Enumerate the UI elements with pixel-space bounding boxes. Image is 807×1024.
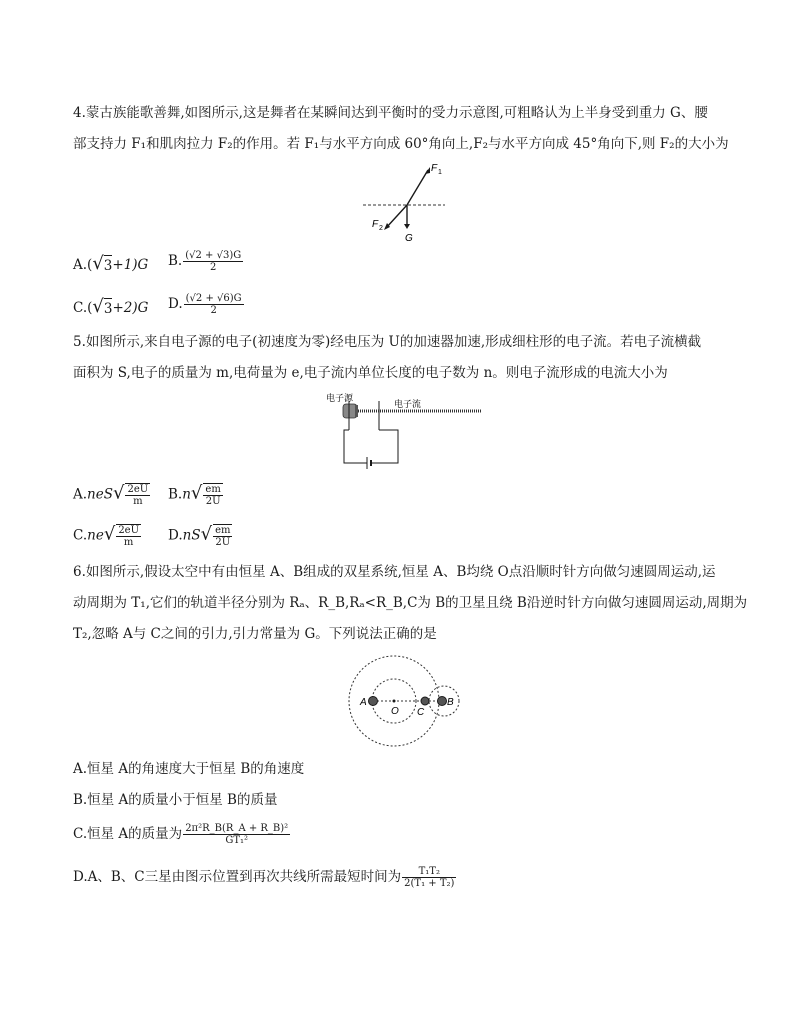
q4-c-prefix: C.( [73, 300, 93, 316]
q5-c-num: 2eU [118, 525, 140, 536]
q6-d-prefix: D.A、B、C三星由图示位置到再次共线所需最短时间为 [73, 869, 402, 885]
q5-a-num: 2eU [127, 484, 149, 495]
q5-d-den: 2U [215, 537, 231, 548]
q5-b-prefix: B. [168, 486, 183, 503]
q4-option-d[interactable] [168, 293, 244, 316]
q4-option-b[interactable] [168, 250, 243, 273]
q5-c-prefix: C. [73, 527, 88, 544]
q5-option-d[interactable]: D.nS√ $\frac{em}{2U}$ [168, 523, 231, 548]
q4-fig-f2: F [372, 219, 379, 230]
q6-line3: T₂,忽略 A与 C之间的引力,引力常量为 G。下列说法正确的是 [73, 626, 437, 642]
q6-c-num: 2π²R_B(R_A + R_B)² [185, 823, 289, 834]
q5-fig-source: 电子源 [326, 393, 354, 403]
q4-b-prefix: B. [168, 253, 183, 269]
q5-c-den: m [123, 537, 134, 548]
q5-electron-diagram [322, 391, 487, 471]
q4-c-radicand: 3 [104, 298, 113, 319]
q6-d-den: 2(T₁ + T₂) [404, 878, 455, 889]
q5-a-coef: neS [87, 486, 113, 503]
q4-line1: 4.蒙古族能歌善舞,如图所示,这是舞者在某瞬间达到平衡时的受力示意图,可粗略认为上半身受到重力 G、腰 [73, 105, 708, 121]
q6-binary-star-diagram [345, 652, 465, 752]
q6-option-b[interactable]: B.恒星 A的质量小于恒星 B的质量 [73, 792, 278, 808]
q4-line2: 部支持力 F₁和肌肉拉力 F₂的作用。若 F₁与水平方向成 60°角向上,F₂与水平方向成 45°角向下,则 F₂的大小为 [73, 136, 729, 152]
q4-c-suffix: +2)G [112, 300, 149, 316]
q5-option-b[interactable]: B.n√ $\frac{em}{2U}$ [168, 482, 221, 507]
q4-a-prefix: A.( [73, 257, 93, 273]
q4-a-suffix: +1)G [112, 257, 149, 273]
q5-option-a[interactable]: A.neS√ $\frac{2eU}{m}$ [73, 482, 149, 507]
q5-b-coef: n [182, 486, 191, 503]
q5-fig-stream: 电子流 [394, 399, 422, 409]
q6-c-prefix: C.恒星 A的质量为 [73, 826, 183, 842]
q5-line2: 面积为 S,电子的质量为 m,电荷量为 e,电子流内单位长度的电子数为 n。则电子流形成的电流大小为 [73, 365, 668, 381]
q5-line1: 5.如图所示,来自电子源的电子(初速度为零)经电压为 U的加速器加速,形成细柱形的电子流。若电子流横截 [73, 334, 702, 350]
q5-option-c[interactable]: C.ne√ $\frac{2eU}{m}$ [73, 523, 140, 548]
q5-a-prefix: A. [73, 486, 88, 503]
q4-b-den: 2 [210, 262, 217, 273]
q4-force-diagram [355, 158, 455, 248]
q6-line2: 动周期为 T₁,它们的轨道半径分别为 Rₐ、R_B,Rₐ<R_B,C为 B的卫星且绕 B沿逆时针方向做匀速圆周运动,周期为 [73, 595, 748, 611]
q4-b-num: (√2 + √3)G [185, 250, 242, 261]
q4-d-num: (√2 + √6)G [185, 293, 242, 304]
q6-d-num: T₁T₂ [402, 866, 456, 878]
q5-b-den: 2U [205, 496, 221, 507]
q4-fig-f2-sub: 2 [379, 225, 383, 232]
q4-d-prefix: D. [168, 296, 183, 312]
q4-a-radicand: 3 [104, 255, 113, 276]
q5-b-num: em [205, 484, 221, 495]
q4-option-c[interactable]: C.(√3+2)G [73, 296, 149, 317]
q6-option-c[interactable] [73, 823, 290, 846]
q6-fig-c: C [417, 707, 425, 718]
q5-a-den: m [133, 496, 143, 507]
q4-d-den: 2 [210, 305, 217, 316]
q5-d-num: em [215, 525, 231, 536]
q6-fig-b: B [447, 697, 454, 708]
q4-fig-g: G [405, 233, 413, 244]
q6-option-d[interactable] [73, 866, 456, 889]
q4-option-a[interactable]: A.(√3+1)G [73, 253, 149, 274]
q6-line1: 6.如图所示,假设太空中有由恒星 A、B组成的双星系统,恒星 A、B均绕 O点沿顺时针方向做匀速圆周运动,运 [73, 564, 716, 580]
q6-fig-a: A [360, 697, 367, 708]
q5-d-coef: nS [182, 527, 201, 544]
q6-option-a[interactable]: A.恒星 A的角速度大于恒星 B的角速度 [73, 761, 305, 777]
q5-d-prefix: D. [168, 527, 183, 544]
q4-fig-f1-sub: 1 [438, 169, 442, 176]
q5-c-coef: ne [87, 527, 104, 544]
q6-fig-o: O [391, 706, 399, 717]
q6-c-den: GT₁² [225, 835, 249, 846]
q4-fig-f1: F [431, 163, 438, 174]
